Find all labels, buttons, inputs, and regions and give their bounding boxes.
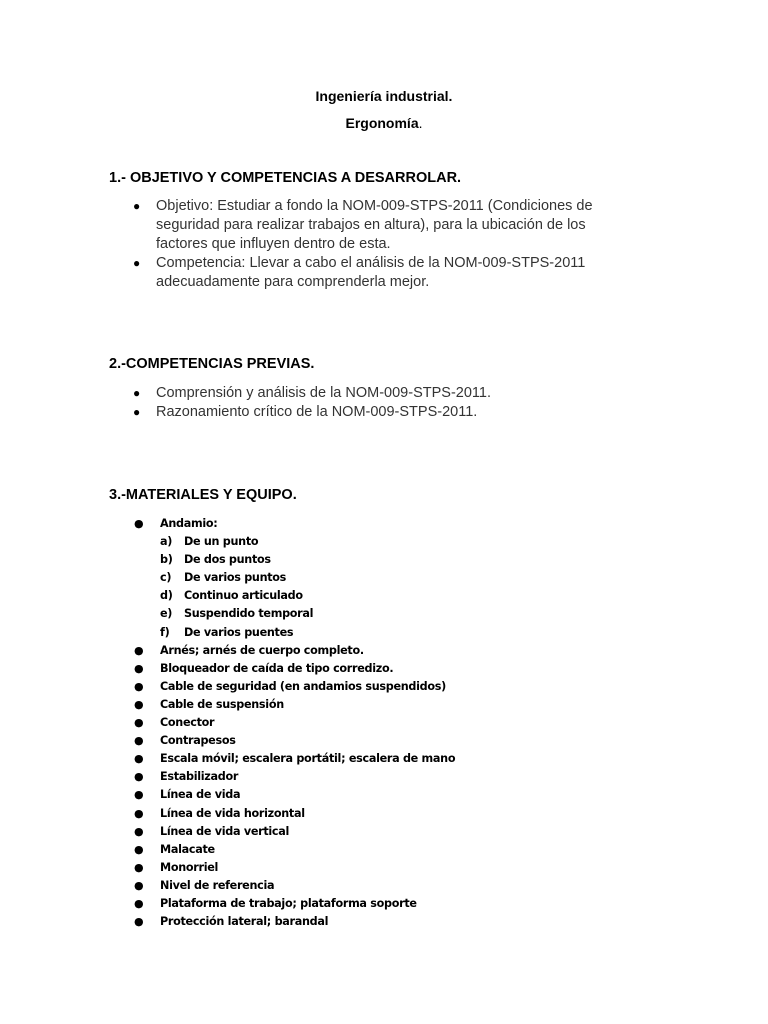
bullet-icon: ● <box>134 752 144 766</box>
list-item-text: Razonamiento crítico de la NOM-009-STPS-2011. <box>156 404 478 420</box>
bullet-icon: ● <box>134 860 144 874</box>
list-item <box>0 805 768 823</box>
materials-list <box>0 515 768 931</box>
bullet-icon: ● <box>134 896 144 910</box>
sub-item-marker: d) <box>160 589 173 603</box>
sub-item-marker: a) <box>160 535 173 549</box>
list-item-text: Estabilizador <box>160 770 239 784</box>
list-item-text: Cable de suspensión <box>160 697 284 711</box>
sub-list-item <box>0 624 768 642</box>
subtitle-text: Ergonomía <box>345 115 419 131</box>
list-item <box>0 913 768 931</box>
bullet-icon: ● <box>134 915 144 929</box>
bullet-icon: ● <box>134 697 144 711</box>
list-item <box>0 895 768 913</box>
list-item <box>0 786 768 804</box>
list-item <box>0 384 636 403</box>
subtitle-period: . <box>418 115 423 131</box>
bullet-icon: ● <box>134 716 144 730</box>
sub-item-text: De varios puntos <box>184 571 287 585</box>
section-1-heading: 1.- OBJETIVO Y COMPETENCIAS A DESARROLAR. <box>109 170 462 186</box>
list-item-text: Protección lateral; barandal <box>160 915 329 929</box>
bullet-icon: ● <box>134 770 144 784</box>
list-item <box>0 714 768 732</box>
sub-list-item <box>0 569 768 587</box>
list-item-text: Línea de vida horizontal <box>160 806 305 820</box>
section-3-heading: 3.-MATERIALES Y EQUIPO. <box>109 487 297 503</box>
bullet-icon: ● <box>134 824 144 838</box>
list-item <box>0 859 768 877</box>
sub-list-item <box>0 551 768 569</box>
list-item-text: Contrapesos <box>160 734 236 748</box>
section-1-list <box>0 197 768 292</box>
bullet-icon: ● <box>133 386 141 400</box>
sub-item-marker: c) <box>160 571 172 585</box>
bullet-icon: ● <box>133 199 141 213</box>
list-item-text: Cable de seguridad (en andamios suspendidos) <box>160 679 446 693</box>
bullet-icon: ● <box>134 679 144 693</box>
list-item-text: Conector <box>160 716 215 730</box>
list-item-text: Escala móvil; escalera portátil; escalera de mano <box>160 752 456 766</box>
list-item <box>0 696 768 714</box>
bullet-icon: ● <box>134 661 144 675</box>
list-item-text: Malacate <box>160 842 215 856</box>
list-item <box>0 254 636 292</box>
section-2-list <box>0 384 768 422</box>
list-item <box>0 403 636 422</box>
list-item-text: Objetivo: Estudiar a fondo la NOM-009-STPS-2011 (Condiciones de seguridad para realizar trabajos en altura), para la ubicación de los factores que influyen dentro de esta. <box>156 198 593 252</box>
list-item-andamio <box>0 515 768 533</box>
list-item <box>0 197 636 254</box>
list-item <box>0 750 768 768</box>
sub-list-item <box>0 587 768 605</box>
bullet-icon: ● <box>134 878 144 892</box>
sub-item-text: Continuo articulado <box>184 589 303 603</box>
sub-list-item <box>0 533 768 551</box>
document-title: Ingeniería industrial. <box>315 88 453 104</box>
list-item-text: Bloqueador de caída de tipo corredizo. <box>160 661 394 675</box>
bullet-icon: ● <box>134 842 144 856</box>
list-item <box>0 841 768 859</box>
list-item <box>0 678 768 696</box>
list-item <box>0 732 768 750</box>
sub-item-text: Suspendido temporal <box>184 607 314 621</box>
list-item-text: Competencia: Llevar a cabo el análisis de la NOM-009-STPS-2011 adecuadamente para comprenderla mejor. <box>156 255 586 290</box>
document-subtitle <box>0 114 768 132</box>
bullet-icon: ● <box>133 405 141 419</box>
list-item <box>0 660 768 678</box>
list-item <box>0 823 768 841</box>
list-item <box>0 768 768 786</box>
section-2-heading: 2.-COMPETENCIAS PREVIAS. <box>109 356 315 372</box>
list-item-text: Comprensión y análisis de la NOM-009-STPS-2011. <box>156 385 491 401</box>
sub-item-text: De un punto <box>184 535 259 549</box>
list-item-text: Plataforma de trabajo; plataforma soporte <box>160 896 417 910</box>
sub-item-marker: b) <box>160 553 173 567</box>
bullet-icon: ● <box>134 788 144 802</box>
sub-item-marker: e) <box>160 607 173 621</box>
sub-list-item <box>0 605 768 623</box>
bullet-icon: ● <box>134 517 144 530</box>
sub-item-text: De dos puntos <box>184 553 271 567</box>
list-item <box>0 642 768 660</box>
list-item-text: Línea de vida vertical <box>160 824 290 838</box>
sub-item-text: De varios puentes <box>184 625 294 639</box>
list-item-text: Arnés; arnés de cuerpo completo. <box>160 643 364 657</box>
list-item-text: Nivel de referencia <box>160 878 275 892</box>
bullet-icon: ● <box>134 806 144 820</box>
bullet-icon: ● <box>134 643 144 657</box>
bullet-icon: ● <box>133 256 141 270</box>
sub-item-marker: f) <box>160 625 170 639</box>
list-item-text: Andamio: <box>160 517 218 530</box>
list-item-text: Monorriel <box>160 860 219 874</box>
bullet-icon: ● <box>134 734 144 748</box>
list-item <box>0 877 768 895</box>
list-item-text: Línea de vida <box>160 788 241 802</box>
